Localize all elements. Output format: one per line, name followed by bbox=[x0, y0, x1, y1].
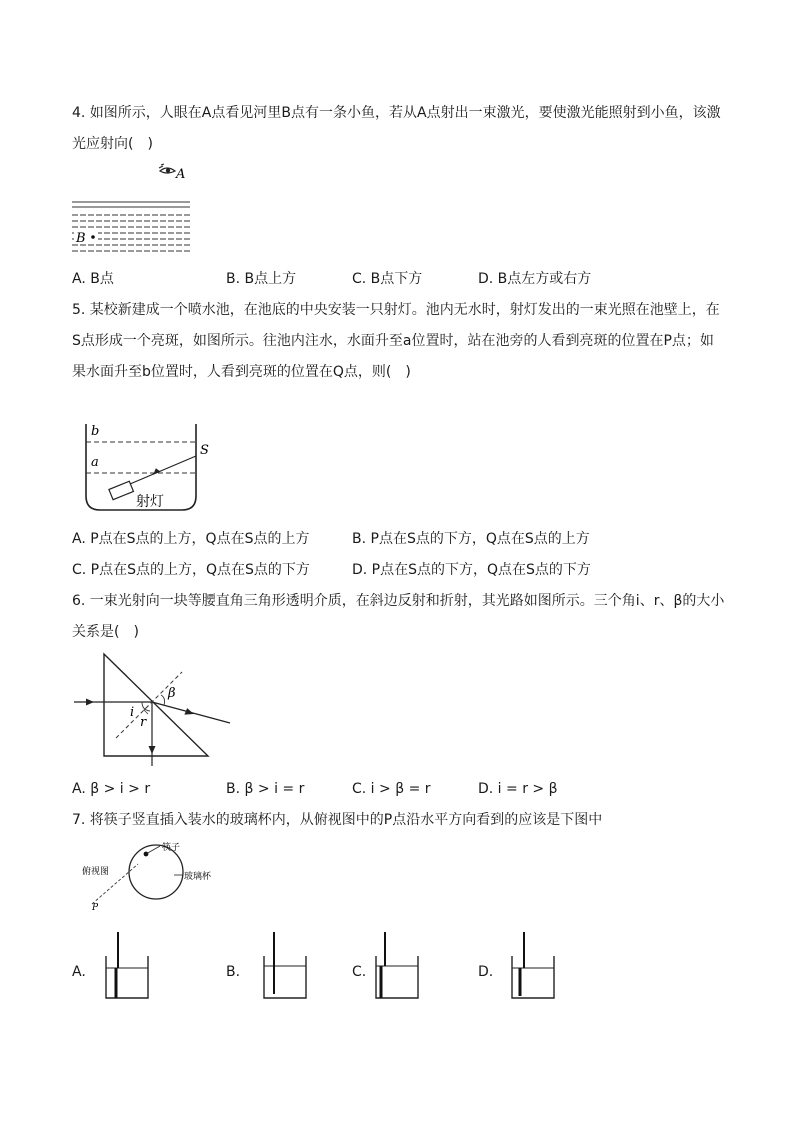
q6-stem-line2: 关系是( ) bbox=[72, 624, 139, 640]
q6-option-b[interactable]: B. β > i = r bbox=[226, 781, 305, 797]
q4-stem-line1: 4. 如图所示，人眼在A点看见河里B点有一条小鱼，若从A点射出一束激光，要使激光能照射到小鱼，该激 bbox=[72, 105, 721, 121]
q7-option-a-glass[interactable] bbox=[100, 930, 152, 1002]
q4-figure-river bbox=[68, 160, 198, 255]
q7-option-b-glass[interactable] bbox=[258, 930, 310, 1002]
q5-option-a[interactable]: A. P点在S点的上方，Q点在S点的上方 bbox=[72, 531, 310, 547]
q4-stem-line2: 光应射向( ) bbox=[72, 136, 153, 152]
q4-option-c[interactable]: C. B点下方 bbox=[352, 271, 423, 287]
q5-option-b[interactable]: B. P点在S点的下方，Q点在S点的上方 bbox=[352, 531, 590, 547]
q7-label-top-view: 俯视图 bbox=[82, 867, 110, 877]
q4-option-a[interactable]: A. B点 bbox=[72, 271, 114, 287]
q7-option-d-label[interactable]: D. bbox=[478, 964, 494, 980]
q6-figure-prism bbox=[70, 650, 240, 770]
q5-option-d[interactable]: D. P点在S点的下方，Q点在S点的下方 bbox=[352, 562, 591, 578]
q6-option-d[interactable]: D. i = r > β bbox=[478, 781, 558, 797]
q4-label-b: B bbox=[76, 231, 86, 246]
q4-label-a: A bbox=[176, 167, 186, 182]
light-ray bbox=[130, 456, 196, 484]
q5-lamp-label: 射灯 bbox=[136, 494, 164, 510]
prism-triangle bbox=[104, 654, 208, 756]
q5-stem-line1: 5. 某校新建成一个喷水池，在池底的中央安装一只射灯。池内无水时，射灯发出的一束光照在池壁上，在 bbox=[72, 302, 720, 318]
glass-circle bbox=[129, 845, 183, 899]
fish-point bbox=[91, 235, 95, 239]
q6-option-c[interactable]: C. i > β = r bbox=[352, 781, 431, 797]
q5-label-s: S bbox=[200, 443, 209, 458]
q7-stem-line1: 7. 将筷子竖直插入装水的玻璃杯内，从俯视图中的P点沿水平方向看到的应该是下图中 bbox=[72, 812, 603, 828]
q7-option-c-glass[interactable] bbox=[370, 930, 422, 1002]
lamp-icon bbox=[109, 481, 134, 499]
q4-option-b[interactable]: B. B点上方 bbox=[226, 271, 297, 287]
q6-label-i: i bbox=[130, 705, 135, 720]
q5-option-c[interactable]: C. P点在S点的上方，Q点在S点的下方 bbox=[72, 562, 310, 578]
q7-option-a-label[interactable]: A. bbox=[72, 964, 86, 980]
q7-label-glass: 玻璃杯 bbox=[184, 872, 212, 882]
q6-label-beta: β bbox=[168, 686, 176, 701]
q6-label-r: r bbox=[140, 715, 147, 730]
eye-icon bbox=[159, 164, 175, 173]
q5-stem-line3: 果水面升至b位置时，人看到亮斑的位置在Q点，则( ) bbox=[72, 364, 411, 380]
q5-figure-pool bbox=[74, 418, 224, 518]
q7-label-p: P bbox=[92, 903, 99, 912]
q6-option-a[interactable]: A. β > i > r bbox=[72, 781, 151, 797]
q5-stem-line2: S点形成一个亮斑，如图所示。往池内注水，水面升至a位置时，站在池旁的人看到亮斑的位置在P点；如 bbox=[72, 333, 714, 349]
q7-figure-top-view bbox=[80, 842, 220, 912]
q4-option-d[interactable]: D. B点左方或右方 bbox=[478, 271, 592, 287]
q5-label-b: b bbox=[91, 424, 100, 439]
q5-label-a: a bbox=[91, 455, 99, 470]
q7-option-d-glass[interactable] bbox=[506, 930, 558, 1002]
normal-line bbox=[116, 672, 182, 738]
q7-option-b-label[interactable]: B. bbox=[226, 964, 241, 980]
q7-option-c-label[interactable]: C. bbox=[352, 964, 367, 980]
q6-stem-line1: 6. 一束光射向一块等腰直角三角形透明介质，在斜边反射和折射，其光路如图所示。三个角i、r、β的大小 bbox=[72, 593, 725, 609]
q7-label-chopstick: 筷子 bbox=[162, 843, 181, 853]
